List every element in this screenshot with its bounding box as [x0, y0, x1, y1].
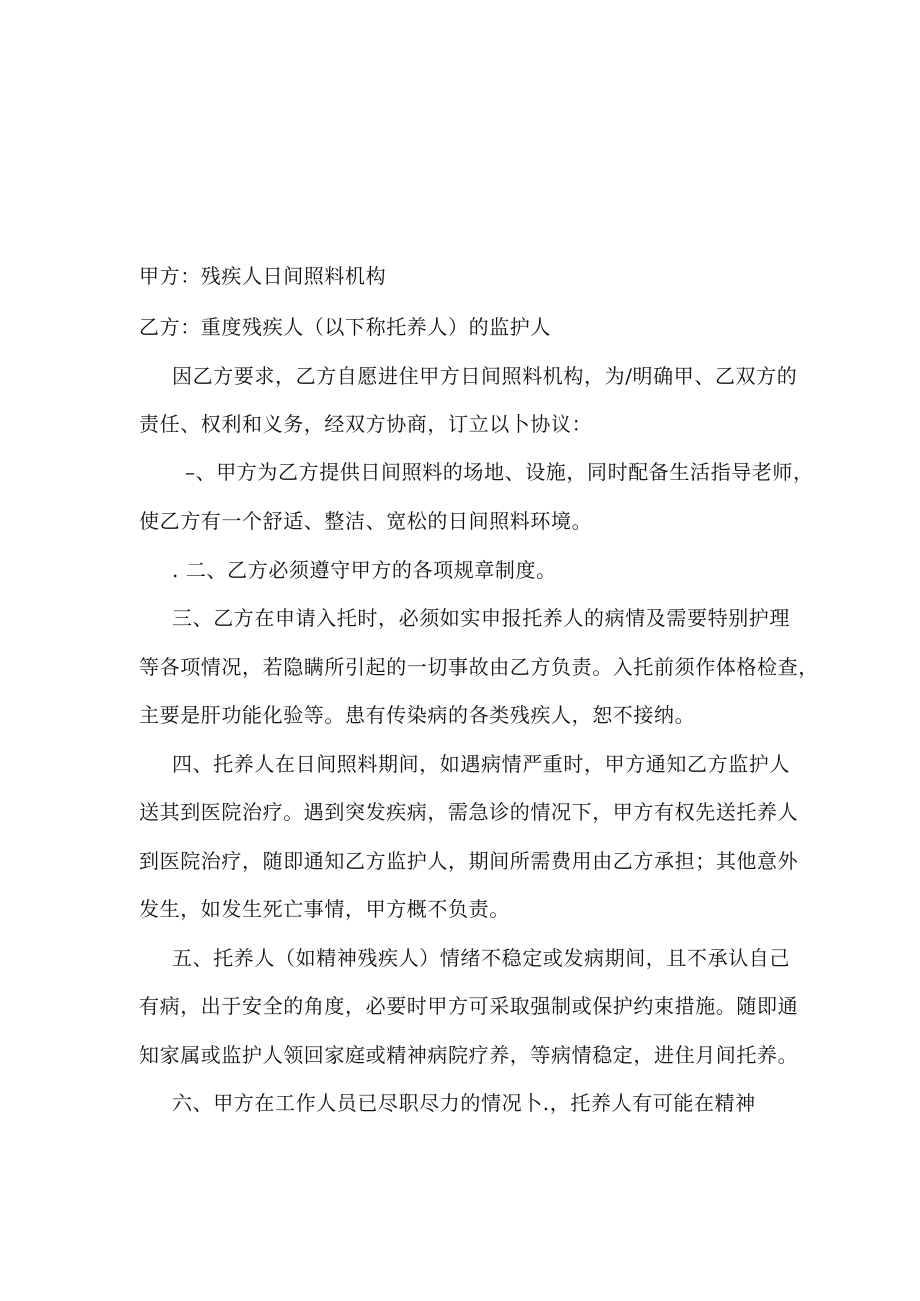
- clause-3-line-2: 等各项情况，若隐瞒所引起的一切事故由乙方负责。入托前须作体格检查，: [139, 655, 819, 679]
- party-a-line: 甲方：残疾人日间照料机构: [139, 264, 387, 288]
- preamble-line-2: 责任、权利和义务，经双方协商，订立以卜协议：: [139, 412, 593, 436]
- clause-6-line-1: 六、甲方在工作人员已尽职尽力的情况卜.，托养人有可能在精神: [172, 1091, 756, 1115]
- clause-5-line-2: 有病，出于安全的角度，必要时甲方可采取强制或保护约束措施。随即通: [139, 994, 799, 1018]
- party-b-line: 乙方：重度残疾人（以下称托养人）的监护人: [139, 315, 551, 339]
- clause-1-line-2: 使乙方有一个舒适、整洁、宽松的日间照料环境。: [139, 509, 593, 533]
- clause-4-line-3: 到医院治疗，随即通知乙方监护人，期间所需费用由乙方承担；其他意外: [139, 849, 799, 873]
- clause-5-line-3: 知家属或监护人领回家庭或精神病院疗养，等病情稳定，进住月间托养。: [139, 1043, 799, 1067]
- clause-2-line-1: . 二、乙方必须遵守甲方的各项规章制度。: [172, 558, 557, 582]
- clause-4-line-4: 发生，如发生死亡事情，甲方概不负责。: [139, 897, 510, 921]
- clause-3-line-1: 三、乙方在申请入托时，必须如实申报托养人的病情及需要特别护理: [172, 606, 790, 630]
- preamble-line-1: 因乙方要求，乙方自愿进住甲方日间照料机构，为/明确甲、乙双方的: [172, 364, 798, 388]
- clause-5-line-1: 五、托养人（如精神残疾人）情绪不稳定或发病期间，且不承认自己: [172, 946, 790, 970]
- clause-1-line-1: –、甲方为乙方提供日间照料的场地、设施，同时配备生活指导老师，: [185, 460, 814, 484]
- clause-3-line-3: 主要是肝功能化验等。患有传染病的各类残疾人，恕不接纳。: [139, 703, 696, 727]
- clause-4-line-1: 四、托养人在日间照料期间，如遇病情严重时，甲方通知乙方监护人: [172, 752, 790, 776]
- clause-4-line-2: 送其到医院治疗。遇到突发疾病，需急诊的情况下，甲方有权先送托养人: [139, 800, 799, 824]
